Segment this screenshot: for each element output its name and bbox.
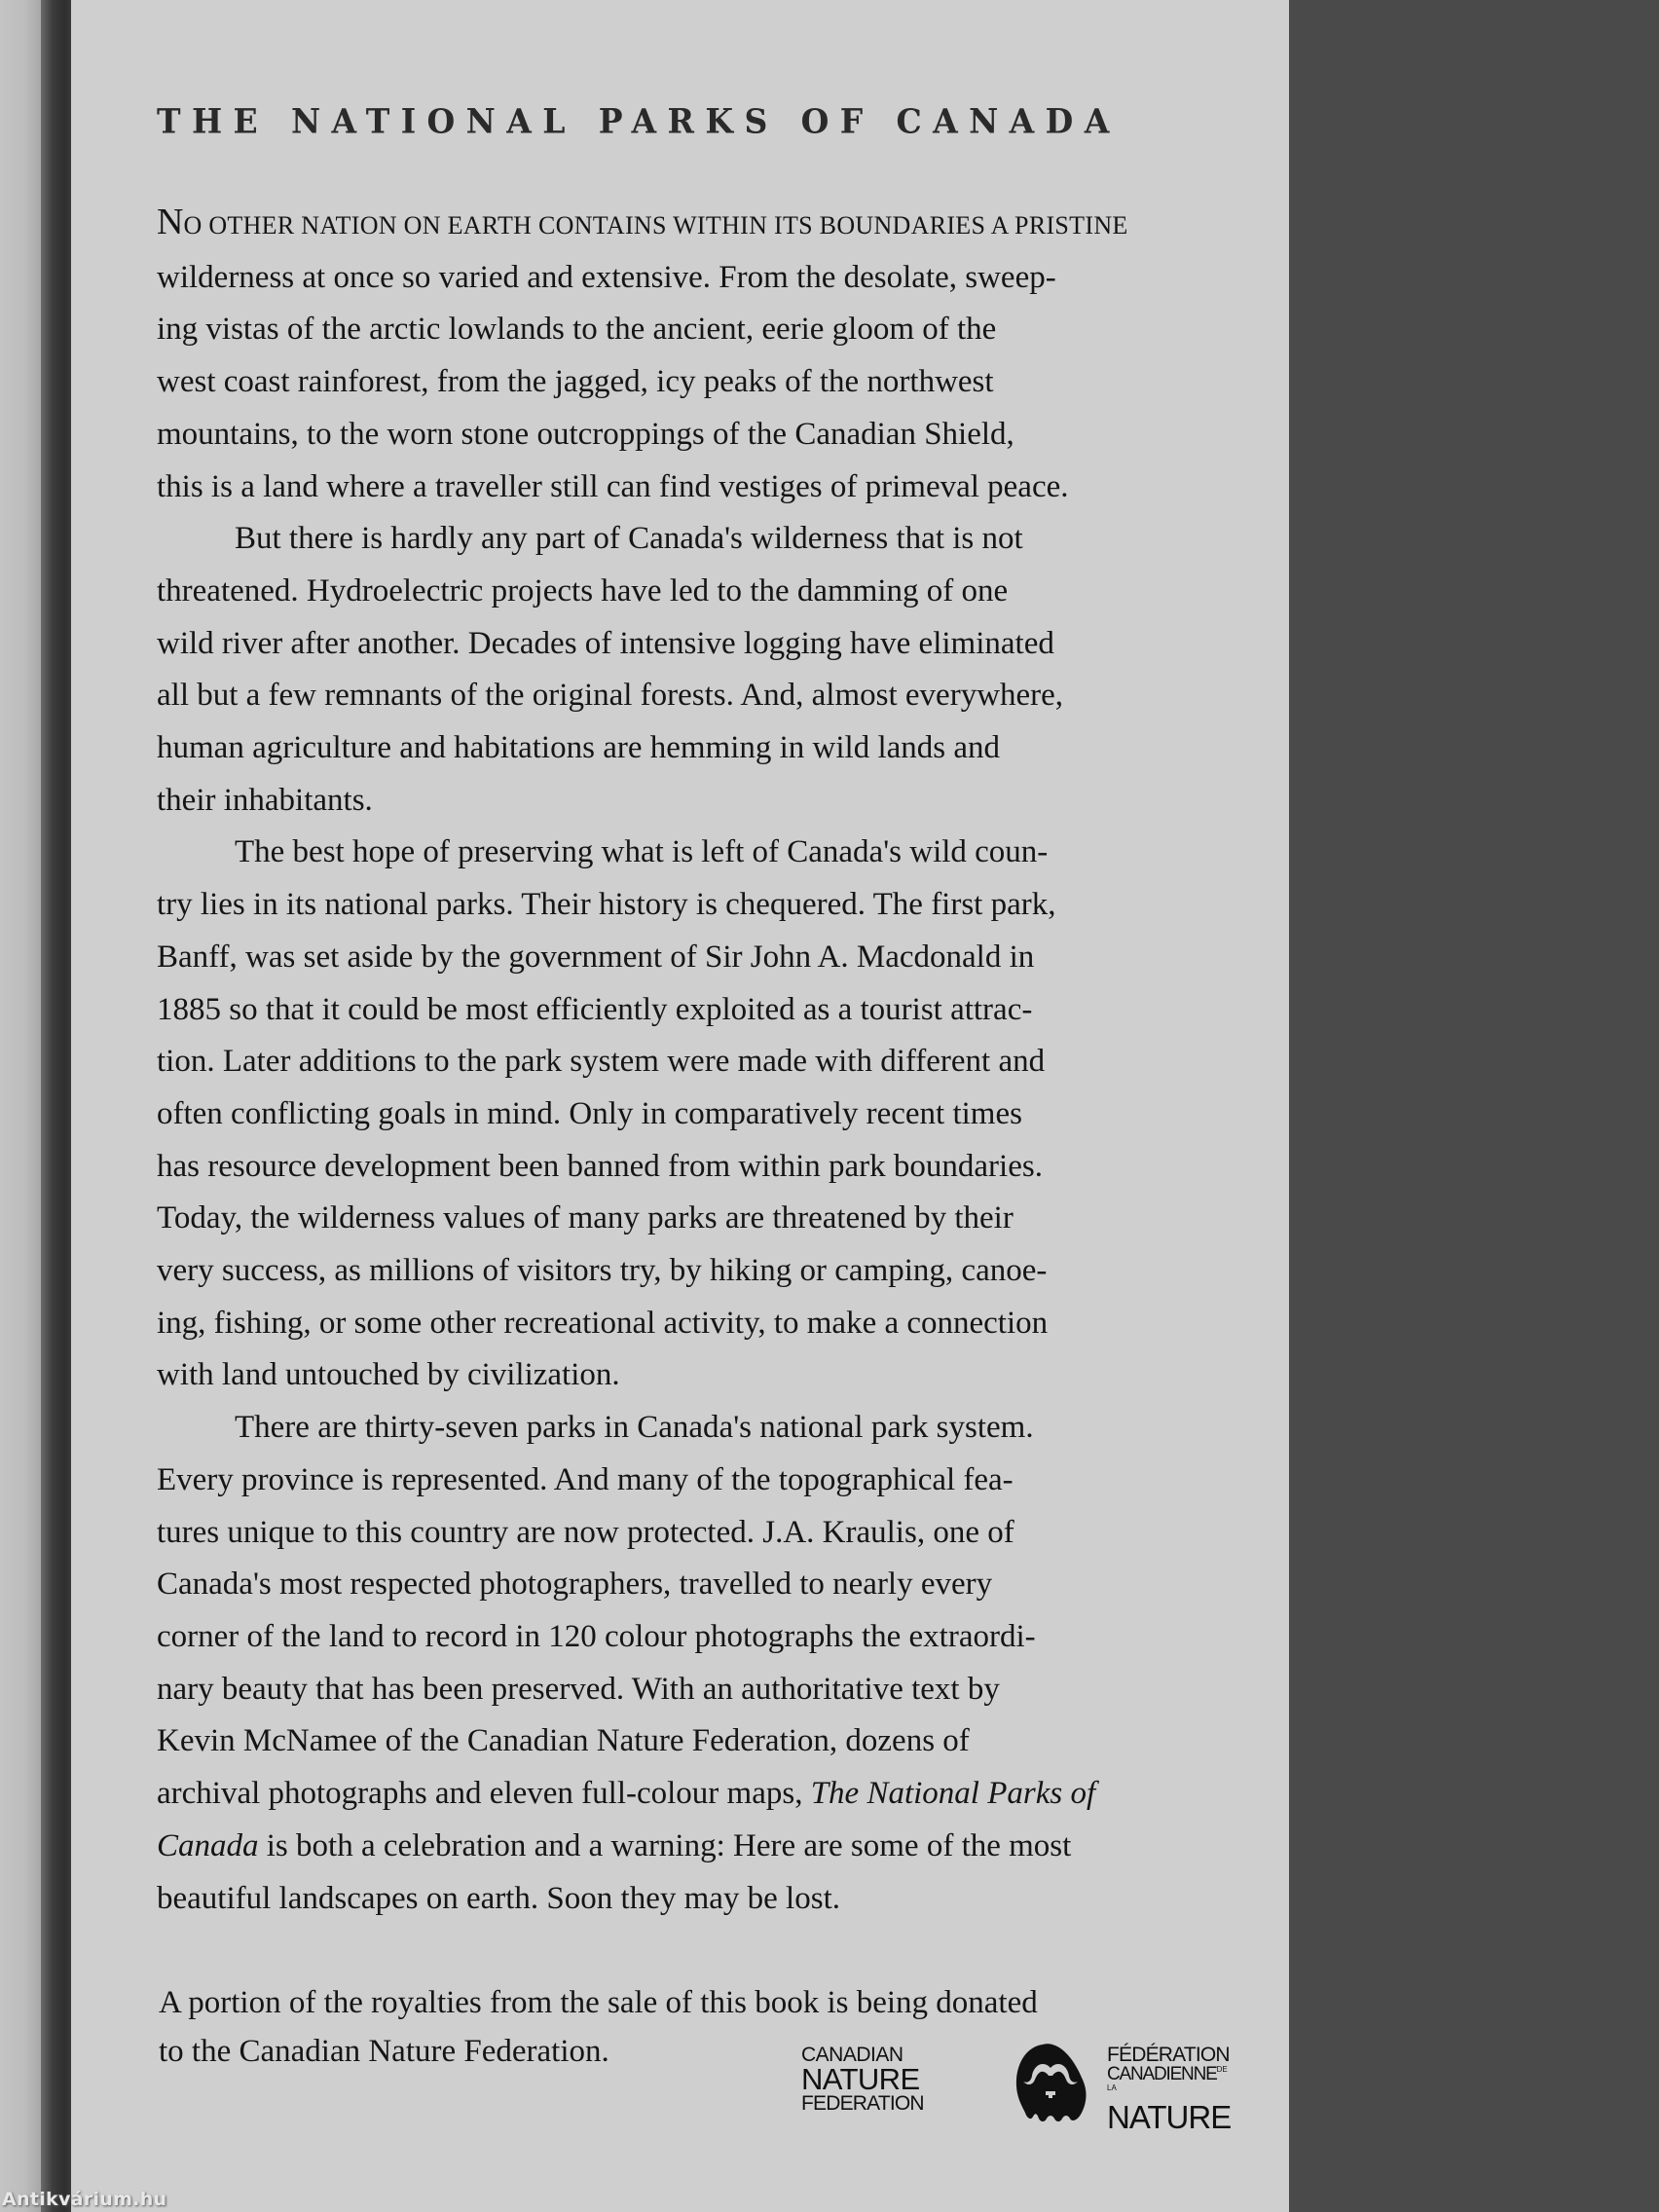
text-line: try lies in its national parks. Their history is chequered. The first park, — [157, 887, 1056, 923]
canadian-nature-federation-logo — [801, 2043, 1239, 2135]
text-line: has resource development been banned from within park boundaries. — [157, 1148, 1043, 1184]
text-line: The best hope of preserving what is left of Canada's wild coun- — [235, 834, 1049, 870]
book-binding — [41, 0, 71, 2212]
watermark: Antikvárium.hu — [2, 2189, 167, 2210]
book-page — [71, 0, 1289, 2212]
text-line — [157, 1821, 1257, 1873]
book-title-italic: Canada — [157, 1827, 259, 1863]
text-line: But there is hardly any part of Canada's wilderness that is not — [235, 521, 1023, 557]
text-line: Banff, was set aside by the government of Sir John A. Macdonald in — [157, 939, 1035, 975]
text-fragment: archival photographs and eleven full-colour maps, — [157, 1776, 811, 1812]
smallcaps-lead-text: O OTHER NATION ON EARTH CONTAINS WITHIN ITS BOUNDARIES A PRISTINE — [183, 211, 1128, 240]
text-line — [157, 197, 1257, 252]
text-line: There are thirty-seven parks in Canada's national park system. — [235, 1410, 1034, 1446]
text-line: all but a few remnants of the original forests. And, almost everywhere, — [157, 678, 1064, 714]
text-line: beautiful landscapes on earth. Soon they may be lost. — [157, 1880, 840, 1916]
text-line: Canada's most respected photographers, travelled to nearly every — [157, 1567, 993, 1603]
paragraph-4 — [157, 1402, 1257, 1925]
logo-word: CANADIAN — [801, 2044, 903, 2066]
logo-word: NATURE — [801, 2062, 920, 2096]
drop-lead-letter: N — [157, 202, 184, 242]
text-fragment: is both a celebration and a warning: Here are some of the most — [258, 1827, 1072, 1863]
logo-word — [1107, 2065, 1234, 2102]
text-line: threatened. Hydroelectric projects have led to the damming of one — [157, 572, 1009, 608]
paragraph-3 — [157, 827, 1257, 1402]
logo-word: FÉDÉRATION — [1107, 2044, 1230, 2066]
text-line: west coast rainforest, from the jagged, icy peaks of the northwest — [157, 364, 994, 400]
text-line: wild river after another. Decades of intensive logging have eliminated — [157, 625, 1054, 661]
text-line: ing vistas of the arctic lowlands to the ancient, eerie gloom of the — [157, 312, 997, 348]
text-line: Today, the wilderness values of many parks are threatened by their — [157, 1200, 1014, 1236]
dark-backdrop — [1289, 0, 1659, 2212]
logo-word: NATURE — [1107, 2099, 1232, 2135]
text-line: mountains, to the worn stone outcroppings of the Canadian Shield, — [157, 416, 1014, 452]
text-line: Every province is represented. And many of the topographical fea- — [157, 1461, 1014, 1497]
logo-english-wordmark — [801, 2045, 924, 2114]
book-title-italic: The National Parks of — [810, 1776, 1096, 1812]
body-text — [157, 197, 1257, 1925]
page-title: THE NATIONAL PARKS OF CANADA — [157, 101, 1121, 141]
logo-french-wordmark — [1107, 2045, 1234, 2133]
text-line: nary beauty that has been preserved. With an authoritative text by — [157, 1671, 1000, 1707]
text-line: their inhabitants. — [157, 782, 373, 818]
paragraph-2 — [157, 513, 1257, 827]
text-line: tion. Later additions to the park system were made with different and — [157, 1044, 1046, 1080]
text-line — [157, 1768, 1257, 1821]
text-line: to the Canadian Nature Federation. — [159, 2034, 609, 2069]
logo-small-word: DE LA — [1107, 2065, 1228, 2092]
text-line: Kevin McNamee of the Canadian Nature Federation, dozens of — [157, 1723, 970, 1759]
text-line: 1885 so that it could be most efficiently exploited as a tourist attrac- — [157, 991, 1033, 1027]
muskox-head-icon — [1014, 2043, 1089, 2124]
paragraph-1 — [157, 197, 1257, 513]
logo-word: FEDERATION — [801, 2092, 924, 2115]
text-line: corner of the land to record in 120 colour photographs the extraordi- — [157, 1618, 1036, 1654]
book-edge-left — [0, 0, 41, 2212]
text-line: often conflicting goals in mind. Only in comparatively recent times — [157, 1095, 1022, 1131]
text-line: ing, fishing, or some other recreational activity, to make a connection — [157, 1305, 1049, 1341]
text-line: very success, as millions of visitors try, by hiking or camping, canoe- — [157, 1253, 1048, 1289]
text-line: human agriculture and habitations are hemming in wild lands and — [157, 730, 1001, 766]
text-line: with land untouched by civilization. — [157, 1357, 620, 1393]
text-line: wilderness at once so varied and extensive. From the desolate, sweep- — [157, 259, 1056, 295]
logo-word: CANADIENNE — [1107, 2064, 1217, 2084]
text-line: tures unique to this country are now protected. J.A. Kraulis, one of — [157, 1514, 1014, 1550]
text-line: this is a land where a traveller still can find vestiges of primeval peace. — [157, 468, 1069, 504]
text-line: A portion of the royalties from the sale of this book is being donated — [159, 1985, 1038, 2020]
